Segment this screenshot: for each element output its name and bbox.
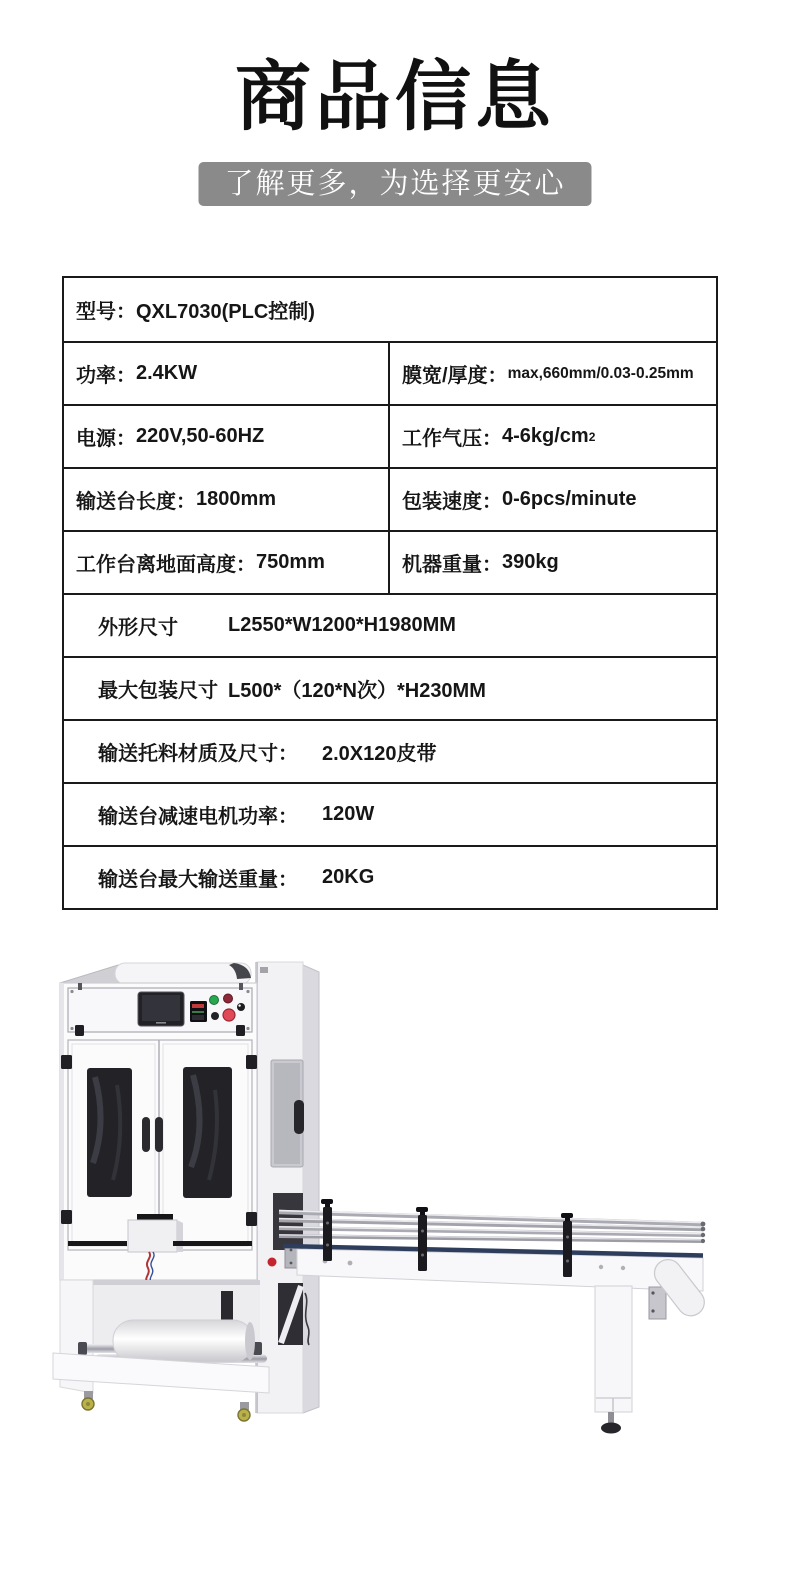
machine-illustration: [45, 955, 745, 1455]
spec-max-pack-size: 最大包装尺寸 L500*（120*N次）*H230MM: [98, 680, 486, 702]
conveyor-rails: [279, 1211, 705, 1244]
table-row: [64, 278, 716, 341]
table-row: [64, 782, 716, 845]
top-slant-panel: [60, 965, 118, 983]
door-handle-right: [155, 1117, 163, 1152]
spec-table: [62, 276, 718, 910]
caster-wheel: [82, 1391, 94, 1410]
table-row: [64, 341, 716, 404]
power-selector: [237, 1003, 245, 1011]
spec-air-pressure: 工作气压： 4-6kg/cm 2: [402, 425, 596, 450]
spec-film-width: 膜宽/厚度： max,660mm/0.03-0.25mm: [402, 364, 694, 387]
start-button-green: [210, 996, 219, 1005]
caster-wheel: [238, 1402, 250, 1421]
spec-power: 功率： 2.4KW: [64, 343, 390, 404]
door-window-left: [87, 1068, 132, 1197]
leveling-foot: [601, 1423, 621, 1434]
spec-outer-dimension: 外形尺寸 L2550*W1200*H1980MM: [98, 614, 456, 639]
tower-red-knob: [268, 1258, 277, 1267]
table-row: [64, 530, 716, 593]
table-row: [64, 719, 716, 782]
emergency-stop-button: [223, 1009, 235, 1021]
tower-door-handle: [294, 1100, 304, 1134]
table-row: [64, 656, 716, 719]
machine-control-panel: [68, 983, 252, 1032]
spec-motor-power: 输送台减速电机功率： 120W: [98, 803, 375, 828]
page-title: 商品信息: [235, 55, 555, 140]
door-latch: [137, 1214, 173, 1220]
subtitle-banner: 了解更多，为选择更安心: [198, 162, 591, 206]
machine-cabinet: [60, 983, 257, 1282]
door-handle-left: [142, 1117, 150, 1152]
end-roller-mount: [649, 1287, 666, 1319]
spec-conveyor-length: 输送台长度： 1800mm: [64, 469, 390, 530]
stop-button-red: [224, 994, 233, 1003]
film-roll: [113, 1320, 253, 1362]
conveyor: [279, 1199, 710, 1434]
door-window-right: [183, 1067, 232, 1198]
spec-max-load: 输送台最大输送重量： 20KG: [98, 866, 375, 891]
film-roll-assembly: [53, 1280, 269, 1393]
film-cover-cylinder: [115, 963, 251, 984]
machine-base: [82, 1391, 250, 1421]
selector-knob-black: [211, 1012, 219, 1020]
spec-table-height: 工作台离地面高度： 750mm: [64, 532, 390, 593]
spec-packing-speed: 包装速度： 0-6pcs/minute: [402, 488, 637, 513]
spec-voltage: 电源： 220V,50-60HZ: [64, 406, 390, 467]
table-row: [64, 467, 716, 530]
spec-belt-material: 输送托料材质及尺寸： 2.0X120皮带: [98, 743, 437, 765]
table-row: [64, 404, 716, 467]
latch-box: [128, 1220, 177, 1252]
conveyor-leg: [595, 1286, 632, 1434]
spec-machine-weight: 机器重量： 390kg: [402, 551, 559, 576]
product-photo: [45, 955, 745, 1455]
table-row: [64, 593, 716, 656]
cabinet-top: [60, 963, 251, 984]
side-tower: [255, 962, 319, 1413]
spec-model: 型号： QXL7030(PLC控制): [76, 301, 315, 323]
table-row: [64, 845, 716, 908]
